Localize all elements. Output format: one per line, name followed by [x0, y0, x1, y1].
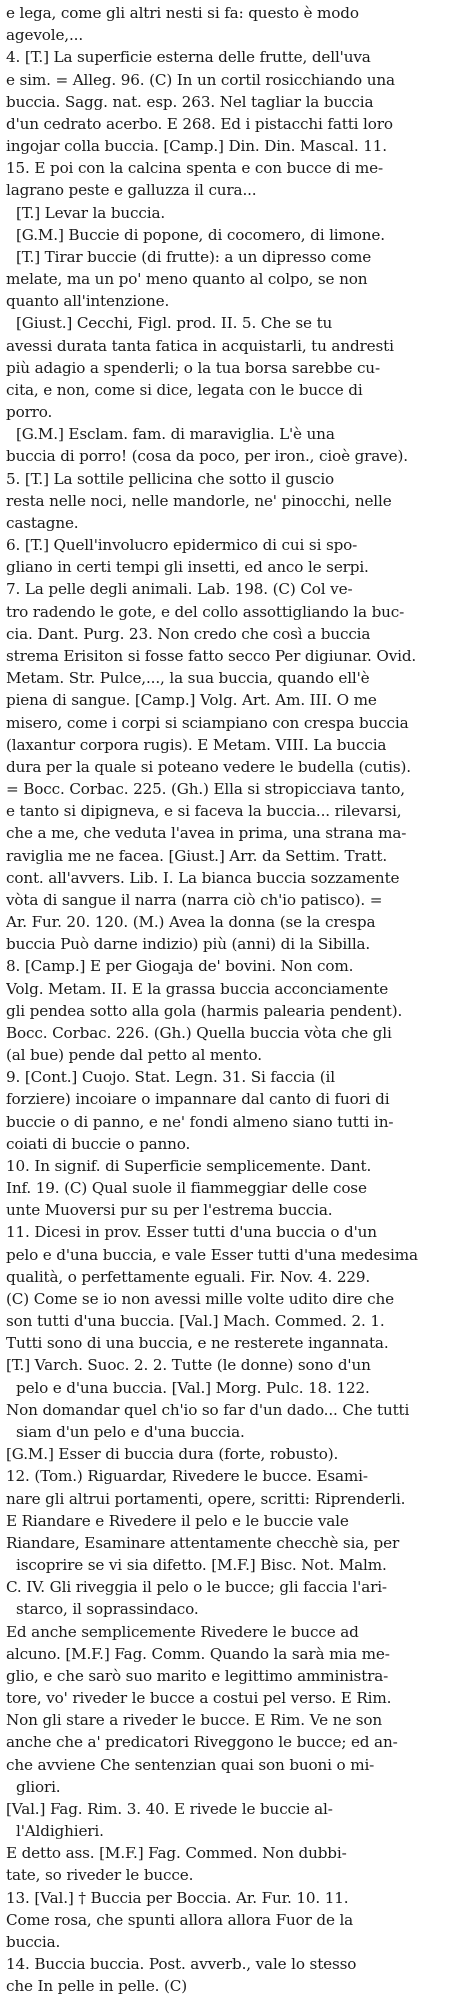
entry-line: glio, e che sarò suo marito e legittimo amministra-	[6, 1666, 389, 1685]
entry-line: qualità, o perfettamente eguali. Fir. Nov. 4. 229.	[6, 1267, 371, 1286]
entry-line: 7. La pelle degli animali. Lab. 198. (C) Col ve-	[6, 580, 353, 599]
entry-line: buccia di porro! (cosa da poco, per iron., cioè grave).	[6, 447, 408, 466]
entry-line: Non gli stare a riveder le bucce. E Rim. Ve ne son	[6, 1711, 382, 1730]
entry-line: tore, vo' riveder le bucce a costui pel verso. E Rim.	[6, 1689, 392, 1708]
entry-line: 12. (Tom.) Riguardar, Rivedere le bucce. Esami-	[6, 1467, 368, 1486]
entry-line: alcuno. [M.F.] Fag. Comm. Quando la sarà mia me-	[6, 1644, 390, 1663]
entry-line: cia. Dant. Purg. 23. Non credo che così a buccia	[6, 624, 371, 643]
entry-line: 6. [T.] Quell'involucro epidermico di cui si spo-	[6, 536, 358, 555]
entry-line: raviglia me ne facea. [Giust.] Arr. da Settim. Tratt.	[6, 846, 388, 865]
entry-line: porro.	[6, 403, 53, 422]
entry-line: (C) Come se io non avessi mille volte udito dire che	[6, 1289, 395, 1308]
entry-line: Bocc. Corbac. 226. (Gh.) Quella buccia vòta che gli	[6, 1023, 392, 1042]
entry-line: e sim. = Alleg. 96. (C) In un cortil rosicchiando una	[6, 70, 395, 89]
entry-line: [T.] Varch. Suoc. 2. 2. Tutte (le donne) sono d'un	[6, 1356, 371, 1375]
entry-line: buccie o di panno, e ne' fondi almeno siano tutti in-	[6, 1112, 394, 1131]
entry-line: pelo e d'una buccia, e vale Esser tutti d'una medesima	[6, 1245, 418, 1264]
entry-line: gli pendea sotto alla gola (harmis palearia pendent).	[6, 1001, 403, 1020]
dictionary-entry-text	[6, 2, 464, 1997]
entry-line: agevole,...	[6, 26, 83, 45]
entry-line: 13. [Val.] † Buccia per Boccia. Ar. Fur. 10. 11.	[6, 1888, 349, 1907]
entry-line: buccia Può darne indizio) più (anni) di la Sibilla.	[6, 935, 371, 954]
entry-line: [G.M.] Buccie di popone, di cocomero, di limone.	[16, 225, 385, 244]
entry-line: = Bocc. Corbac. 225. (Gh.) Ella si stropicciava tanto,	[6, 780, 405, 799]
entry-line: tro radendo le gote, e del collo assottigliando la buc-	[6, 602, 405, 621]
entry-line: ingojar colla buccia. [Camp.] Din. Din. Mascal. 11.	[6, 137, 387, 156]
entry-line: buccia. Sagg. nat. esp. 263. Nel tagliar la buccia	[6, 92, 374, 111]
entry-line: starco, il soprassindaco.	[16, 1600, 199, 1619]
entry-line: 5. [T.] La sottile pellicina che sotto il guscio	[6, 469, 335, 488]
entry-line: (al bue) pende dal petto al mento.	[6, 1046, 262, 1065]
entry-line: vòta di sangue il narra (narra ciò ch'io patisco). =	[6, 890, 383, 909]
entry-line: strema Erisiton si fosse fatto secco Per digiunar. Ovid.	[6, 646, 417, 665]
entry-line: Come rosa, che spunti allora allora Fuor de la	[6, 1910, 354, 1929]
entry-line: buccia.	[6, 1932, 61, 1951]
entry-line: [Giust.] Cecchi, Figl. prod. II. 5. Che se tu	[16, 314, 333, 333]
entry-line: dura per la quale si poteano vedere le budella (cutis).	[6, 757, 411, 776]
entry-line: siam d'un pelo e d'una buccia.	[16, 1423, 245, 1441]
entry-line: 8. [Camp.] E per Giogaja de' bovini. Non com.	[6, 957, 354, 976]
entry-line: Inf. 19. (C) Qual suole il fiammeggiar delle cose	[6, 1179, 367, 1198]
entry-line: 15. E poi con la calcina spenta e con bucce di me-	[6, 159, 383, 178]
entry-line: Ar. Fur. 20. 120. (M.) Avea la donna (se la crespa	[6, 913, 376, 932]
entry-line: melate, ma un po' meno quanto al colpo, se non	[6, 270, 368, 289]
entry-line: resta nelle noci, nelle mandorle, ne' pinocchi, nelle	[6, 491, 392, 510]
entry-line: pelo e d'una buccia. [Val.] Morg. Pulc. 18. 122.	[16, 1378, 370, 1397]
entry-line: [T.] Tirar buccie (di frutte): a un dipresso come	[16, 247, 372, 266]
entry-line: Ed anche semplicemente Rivedere le bucce ad	[6, 1622, 359, 1641]
entry-line: anche che a' predicatori Riveggono le bucce; ed an-	[6, 1733, 398, 1752]
entry-line: 11. Dicesi in prov. Esser tutti d'una buccia o d'un	[6, 1223, 377, 1242]
entry-line: avessi durata tanta fatica in acquistarli, tu andresti	[6, 336, 394, 355]
entry-line: (laxantur corpora rugis). E Metam. VIII. La buccia	[6, 735, 387, 754]
entry-line: gliori.	[16, 1777, 61, 1796]
entry-line: nare gli altrui portamenti, opere, scritti: Riprenderli.	[6, 1489, 406, 1508]
entry-line: che a me, che veduta l'avea in prima, una strana ma-	[6, 824, 407, 843]
entry-line: Metam. Str. Pulce,..., la sua buccia, quando ell'è	[6, 669, 370, 688]
entry-line: e tanto si dipigneva, e si faceva la buccia... rilevarsi,	[6, 802, 402, 821]
entry-line: misero, come i corpi si sciampiano con crespa buccia	[6, 713, 409, 732]
entry-line: d'un cedrato acerbo. E 268. Ed i pistacchi fatti loro	[6, 114, 393, 133]
entry-line: che avviene Che sentenzian quai son buoni o mi-	[6, 1755, 375, 1774]
entry-line: lagrano peste e galluzza il cura...	[6, 181, 257, 200]
entry-line: tate, so riveder le bucce.	[6, 1866, 194, 1885]
entry-line: Riandare, Esaminare attentamente checchè sia, per	[6, 1533, 400, 1552]
entry-line: [G.M.] Esclam. fam. di maraviglia. L'è una	[16, 425, 335, 444]
entry-line: che In pelle in pelle. (C)	[6, 1977, 188, 1996]
entry-line: son tutti d'una buccia. [Val.] Mach. Commed. 2. 1.	[6, 1312, 385, 1331]
entry-line: E detto ass. [M.F.] Fag. Commed. Non dubbi-	[6, 1844, 347, 1863]
entry-line: 9. [Cont.] Cuojo. Stat. Legn. 31. Si faccia (il	[6, 1068, 335, 1087]
entry-line: 10. In signif. di Superficie semplicemente. Dant.	[6, 1156, 372, 1175]
entry-line: cita, e non, come si dice, legata con le bucce di	[6, 380, 363, 399]
entry-line: Non domandar quel ch'io so far d'un dado... Che tutti	[6, 1400, 410, 1419]
entry-line: 14. Buccia buccia. Post. avverb., vale lo stesso	[6, 1955, 357, 1974]
entry-line: E Riandare e Rivedere il pelo e le buccie vale	[6, 1511, 349, 1530]
entry-line: unte Muoversi pur su per l'estrema buccia.	[6, 1201, 333, 1220]
entry-line: gliano in certi tempi gli insetti, ed anco le serpi.	[6, 558, 369, 577]
entry-line: l'Aldighieri.	[16, 1822, 104, 1841]
entry-line: [Val.] Fag. Rim. 3. 40. E rivede le buccie al-	[6, 1799, 333, 1818]
entry-line: Tutti sono di una buccia, e ne resterete ingannata.	[6, 1334, 389, 1353]
entry-line: e lega, come gli altri nesti si fa: questo è modo	[6, 4, 359, 22]
entry-line: coiati di buccie o panno.	[6, 1134, 191, 1153]
entry-line: iscoprire se vi sia difetto. [M.F.] Bisc. Not. Malm.	[16, 1556, 387, 1575]
entry-line: [G.M.] Esser di buccia dura (forte, robusto).	[6, 1445, 339, 1464]
entry-line: più adagio a spenderli; o la tua borsa sarebbe cu-	[6, 358, 380, 377]
entry-line: cont. all'avvers. Lib. I. La bianca buccia sozzamente	[6, 868, 400, 887]
entry-line: forziere) incoiare o impannare dal canto di fuori di	[6, 1090, 390, 1109]
entry-line: 4. [T.] La superficie esterna delle frutte, dell'uva	[6, 48, 371, 67]
entry-line: quanto all'intenzione.	[6, 292, 170, 311]
entry-line: piena di sangue. [Camp.] Volg. Art. Am. III. O me	[6, 691, 377, 710]
entry-line: Volg. Metam. II. E la grassa buccia acconciamente	[6, 979, 389, 998]
entry-line: C. IV. Gli riveggia il pelo o le bucce; gli faccia l'ari-	[6, 1578, 387, 1597]
entry-line: castagne.	[6, 513, 79, 532]
entry-line: [T.] Levar la buccia.	[16, 203, 166, 222]
